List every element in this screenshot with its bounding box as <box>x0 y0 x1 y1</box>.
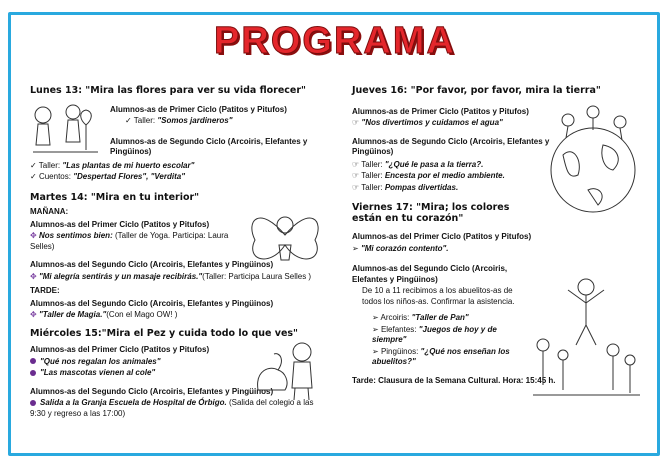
miercoles-g1-item-1: "Qué nos regalan los animales" <box>30 357 340 368</box>
miercoles-group-1: Alumnos-as del Primer Ciclo (Patitos y Pitufos) <box>30 345 210 354</box>
miercoles-header: Miércoles 15:"Mira el Pez y cuida todo lo que ves" <box>30 327 299 339</box>
jueves-g2-item-2: ☞ Taller: Encesta por el medio ambiente. <box>352 171 505 180</box>
lunes-g2-item-2: ✓ Cuentos: "Despertad Flores", "Verdita" <box>30 172 185 181</box>
viernes-g2-item-1: ➢ Arcoiris: "Taller de Pan" <box>372 313 469 322</box>
viernes-g2-item-3: ➢ Pingüinos: "¿Qué nos enseñan los abuelitos?" <box>372 346 510 366</box>
check-icon: ✓ <box>125 116 134 125</box>
viernes-group-2: Alumnos-as del Segundo Ciclo (Arcoiris, Elefantes y Pingüinos) <box>352 264 508 284</box>
check-icon: ✓ <box>30 160 39 170</box>
globe-bullet-icon <box>30 358 36 364</box>
viernes-note: De 10 a 11 recibimos a los abuelitos-as de todos los niños-as. Confirmar la asistencia. <box>362 286 515 306</box>
martes-g1-item: ✥ Nos sentimos bien: (Taller de Yoga. Participa: Laura Selles) <box>30 231 229 251</box>
jueves-group-1: Alumnos-as de Primer Ciclo (Patitos y Pitufos) <box>352 106 529 116</box>
hand-bullet-icon: ☞ <box>352 171 362 180</box>
arrow-bullet-icon: ➢ <box>372 313 381 322</box>
martes-group-2: Alumnos-as del Segundo Ciclo (Arcoiris, Elefantes y Pingüinos) <box>30 260 274 269</box>
page-title: PROGRAMA <box>214 20 456 62</box>
flower-bullet-icon: ✥ <box>30 271 39 281</box>
children-gardening-illustration <box>28 100 103 160</box>
miercoles-g1-item-2: "Las mascotas vienen al cole" <box>30 368 340 379</box>
jueves-g2-item-1: ☞ Taller: "¿Qué le pasa a la tierra?. <box>352 159 484 169</box>
hand-bullet-icon: ☞ <box>352 159 362 169</box>
arrow-bullet-icon: ➢ <box>352 243 361 253</box>
martes-tarde: TARDE: <box>30 286 60 295</box>
hand-bullet-icon: ☞ <box>352 118 362 127</box>
lunes-header: Lunes 13: "Mira las flores para ver su vida florecer" <box>30 85 307 96</box>
jueves-g1-item: ☞ "Nos divertimos y cuidamos el agua" <box>352 118 503 127</box>
viernes-g1-item: ➢ "Mi corazón contento". <box>352 243 449 253</box>
children-flowers-illustration <box>528 275 643 405</box>
lunes-group-1: Alumnos-as de Primer Ciclo (Patitos y Pitufos) <box>110 104 287 114</box>
martes-group-3: Alumnos-as del Segundo Ciclo (Arcoiris, Elefantes y Pingüinos) <box>30 298 274 308</box>
viernes-header: Viernes 17: "Mira; los colores están en tu corazón" <box>352 202 510 224</box>
lunes-g2-item-1: ✓ Taller: "Las plantas de mi huerto escolar" <box>30 160 195 170</box>
jueves-g2-item-3: ☞ Taller: Pompas divertidas. <box>352 182 459 192</box>
viernes-g2-item-2: ➢ Elefantes: "Juegos de hoy y de siempre" <box>372 324 497 344</box>
earth-with-children-illustration <box>548 100 643 215</box>
miercoles-group-2: Alumnos-as del Segundo Ciclo (Arcoiris, Elefantes y Pingüinos) <box>30 386 274 396</box>
martes-header: Martes 14: "Mira en tu interior" <box>30 191 200 203</box>
martes-g3-item: ✥ "Taller de Magia."(Con el Mago OW! ) <box>30 310 178 319</box>
lunes-group-2: Alumnos-as de Segundo Ciclo (Arcoiris, Elefantes y Pingüinos) <box>110 136 308 156</box>
lunes-g1-item: ✓ Taller: "Somos jardineros" <box>125 116 233 125</box>
martes-g2-item: ✥ "Mi alegría sentirás y un masaje recibirás."(Taller: Participa Laura Selles ) <box>30 271 312 281</box>
arrow-bullet-icon: ➢ <box>372 324 381 334</box>
miercoles-g2-item: Salida a la Granja Escuela de Hospital de Órbigo. (Salida del colegio a las 9:30 y regreso a las 17:00) <box>30 398 314 418</box>
arrow-bullet-icon: ➢ <box>372 346 381 356</box>
viernes-tarde: Tarde: Clausura de la Semana Cultural. Hora: 15:45 h. <box>352 375 556 385</box>
flower-bullet-icon: ✥ <box>30 231 39 240</box>
globe-bullet-icon <box>30 400 36 406</box>
butterfly-girl-illustration <box>245 200 325 270</box>
viernes-group-1: Alumnos-as del Primer Ciclo (Patitos y Pitufos) <box>352 232 532 241</box>
jueves-header: Jueves 16: "Por favor, por favor, mira la tierra" <box>352 85 601 96</box>
martes-group-1: Alumnos-as del Primer Ciclo (Patitos y Pitufos) <box>30 219 210 229</box>
hand-bullet-icon: ☞ <box>352 182 362 192</box>
globe-bullet-icon <box>30 370 36 376</box>
hen-and-child-illustration <box>250 340 325 405</box>
martes-manana: MAÑANA: <box>30 207 69 216</box>
jueves-group-2: Alumnos-as de Segundo Ciclo (Arcoiris, Elefantes y Pingüinos) <box>352 136 550 156</box>
check-icon: ✓ <box>30 172 39 181</box>
flower-bullet-icon: ✥ <box>30 310 39 319</box>
